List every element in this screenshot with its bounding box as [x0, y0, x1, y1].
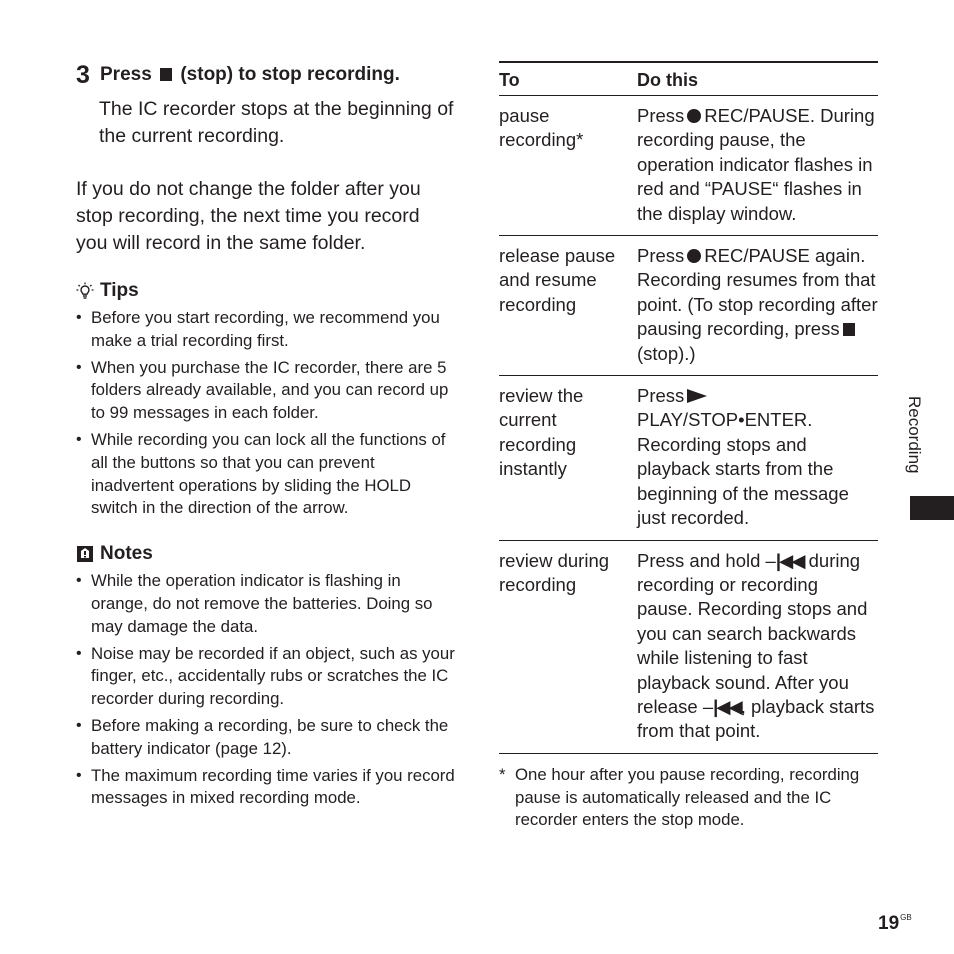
step-3 — [76, 60, 456, 150]
table-footnote — [499, 764, 878, 832]
note-item: • While the operation indicator is flashing in orange, do not remove the batteries. Doing so may damage the data. — [76, 571, 433, 636]
play-icon — [687, 389, 707, 403]
cell-do: Press REC/PAUSE again. Recording resumes from that point. (To stop recording after pausing recording, press(stop).) — [637, 245, 878, 364]
step-title — [100, 60, 456, 90]
previous-track-icon: |◀◀ — [713, 695, 741, 717]
tip-item: • Before you start recording, we recommend you make a trial recording first. — [76, 308, 440, 350]
folder-paragraph: If you do not change the folder after you stop recording, the next time you record you will record in the same folder. — [76, 178, 421, 254]
section-tab-marker — [910, 496, 954, 520]
table-header — [499, 61, 878, 96]
tip-item: • While recording you can lock all the functions of all the buttons so that you can prevent inadvertent operations by sliding the HOLD switch in the direction of the arrow. — [76, 429, 446, 518]
note-item: • The maximum recording time varies if you record messages in mixed recording mode. — [76, 765, 455, 808]
table-row — [499, 541, 878, 754]
cell-to: review the current recording instantly — [499, 385, 584, 480]
step-body: The IC recorder stops at the beginning of the current recording. — [99, 98, 454, 147]
cell-to: review during recording — [499, 549, 610, 595]
stop-icon — [160, 68, 172, 81]
note-item: • Before making a recording, be sure to check the battery indicator (page 12). — [76, 715, 449, 758]
tips-heading — [76, 279, 456, 303]
page-suffix: GB — [900, 913, 912, 922]
cell-to: release pause and resume recording — [499, 245, 616, 315]
stop-icon — [843, 323, 855, 336]
tip-item: • When you purchase the IC recorder, there are 5 folders already available, and you can record up to 99 messages in each folder. — [76, 357, 449, 423]
table-row — [499, 376, 878, 540]
step-title-suffix: (stop) to stop recording. — [180, 64, 400, 85]
header-to: To — [499, 70, 520, 90]
left-column — [76, 60, 456, 814]
tips-heading-text: Tips — [100, 280, 139, 301]
cell-do: PressPLAY/STOP•ENTER. Recording stops and playback starts from the beginning of the message just recorded. — [637, 385, 849, 529]
cell-do: Press and hold –|◀◀ during recording or recording pause. Recording stops and you can search backwards while listening to fast playback sound. After you release –|◀◀, playback starts from that point. — [637, 549, 875, 742]
lightbulb-icon — [76, 282, 94, 300]
record-icon — [687, 249, 701, 263]
page-number: $19^{GB}$ — [878, 913, 912, 934]
cell-do: Press REC/PAUSE. During recording pause, the operation indicator flashes in red and “PAUSE“ flashes in the display window. — [637, 105, 875, 224]
table-row — [499, 96, 878, 236]
notes-heading — [76, 542, 456, 566]
notes-heading-text: Notes — [100, 543, 153, 565]
previous-track-icon: |◀◀ — [775, 549, 804, 571]
record-icon — [687, 109, 701, 123]
table-row — [499, 236, 878, 376]
section-side-label: Recording — [905, 396, 924, 474]
operations-table — [499, 61, 878, 832]
notes-list — [76, 570, 456, 810]
tips-list — [76, 307, 456, 520]
footnote-text: One hour after you pause recording, recording pause is automatically released and the IC recorder enters the stop mode. — [515, 764, 860, 830]
cell-to: pause recording* — [499, 105, 584, 151]
note-item: • Noise may be recorded if an object, such as your finger, etc., accidentally rubs or scratches the IC recorder during recording. — [76, 643, 455, 709]
step-number: 3 — [76, 61, 90, 89]
step-title-prefix: Press — [100, 64, 152, 85]
note-icon — [76, 545, 94, 563]
header-do-this: Do this — [637, 70, 698, 90]
footnote-mark: * — [499, 764, 506, 784]
